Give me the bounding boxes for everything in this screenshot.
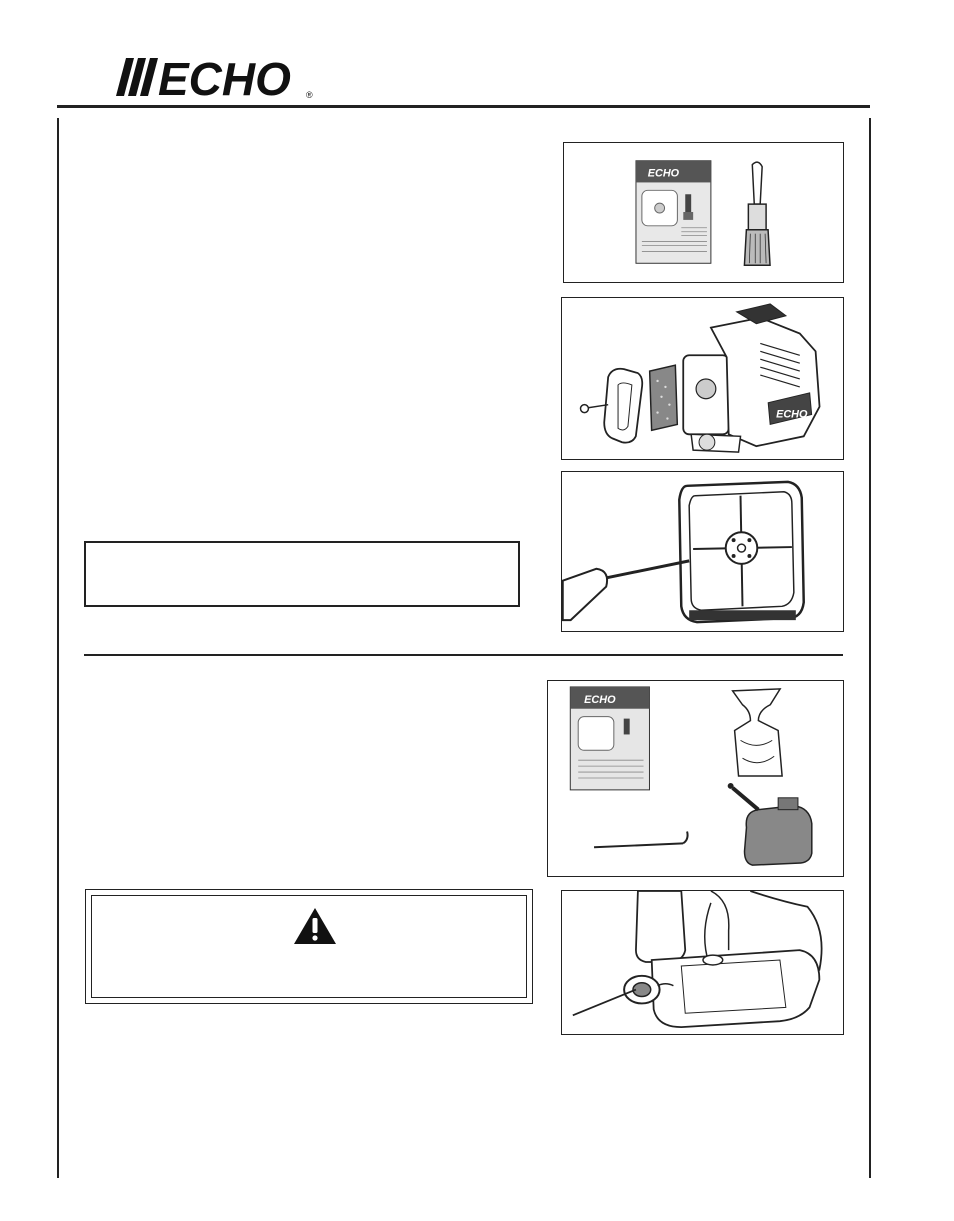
packet-brand: ECHO xyxy=(647,167,680,180)
right-margin-rule xyxy=(869,118,871,1178)
figure-fuel-tank-filter xyxy=(561,890,844,1035)
figure-kit-and-brush xyxy=(563,142,844,283)
engine-brand: ECHO xyxy=(776,408,808,421)
figure-filter-housing-cleaning xyxy=(561,471,844,632)
warning-box xyxy=(85,889,533,1004)
figure-fuel-filter-kit xyxy=(547,680,844,877)
left-margin-rule xyxy=(57,118,59,1178)
header-rule xyxy=(57,105,870,108)
warning-triangle-icon xyxy=(293,907,337,945)
packet-brand-2: ECHO xyxy=(584,693,616,706)
registered-mark: ® xyxy=(306,90,313,100)
section-divider xyxy=(84,654,843,656)
echo-logo xyxy=(112,52,318,102)
note-box xyxy=(84,541,520,607)
figure-engine-air-filter xyxy=(561,297,844,460)
logo-wordmark: ECHO xyxy=(158,53,291,102)
